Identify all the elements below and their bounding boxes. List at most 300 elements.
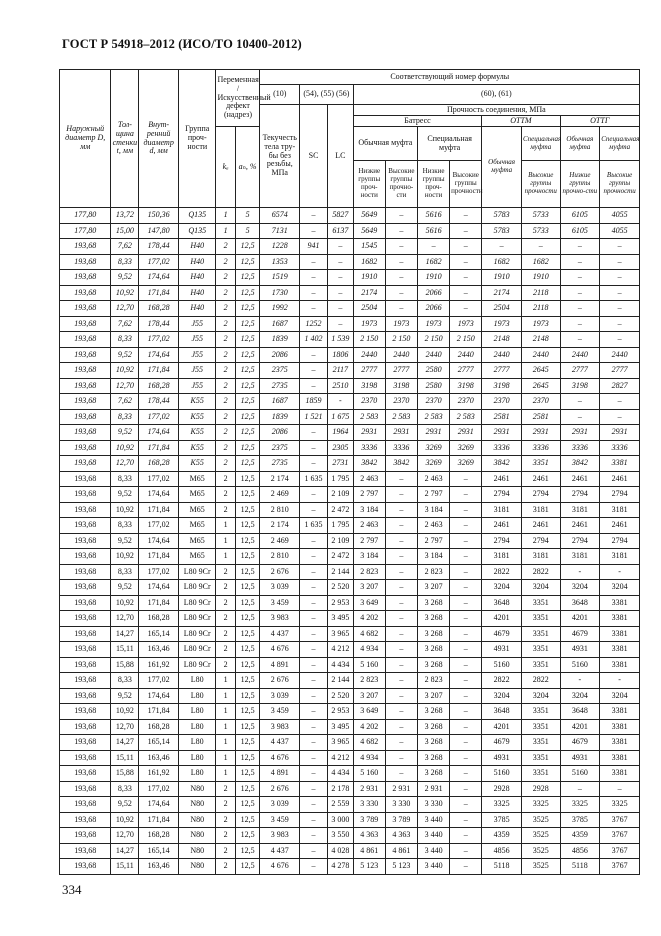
table-cell: 3 184: [353, 502, 385, 518]
table-cell: 2 931: [417, 781, 449, 797]
table-cell: 2461: [521, 471, 560, 487]
col-header-sc: SC: [300, 105, 328, 208]
table-cell: 3336: [521, 440, 560, 456]
table-body: [60, 208, 640, 875]
table-cell: 3842: [385, 456, 417, 472]
table-cell: 2580: [417, 363, 449, 379]
col-header-ottg-regular: Обычная муфта: [560, 127, 600, 161]
table-cell: –: [385, 719, 417, 735]
table-cell: 177,02: [139, 332, 179, 348]
table-cell: 1: [216, 208, 235, 224]
table-cell: 3336: [560, 440, 600, 456]
table-row: [60, 471, 640, 487]
table-cell: 2 109: [327, 487, 353, 503]
table-cell: 2: [216, 471, 235, 487]
table-cell: 3 268: [417, 595, 449, 611]
table-cell: –: [560, 239, 600, 255]
table-cell: 3381: [600, 766, 640, 782]
table-cell: 193,68: [60, 378, 111, 394]
table-cell: 3 268: [417, 611, 449, 627]
table-cell: 10,92: [111, 502, 139, 518]
table-cell: 3 789: [385, 812, 417, 828]
table-cell: 3181: [521, 549, 560, 565]
table-cell: L80: [178, 719, 216, 735]
table-cell: 2 676: [260, 673, 300, 689]
table-cell: 193,68: [60, 363, 111, 379]
table-cell: 2822: [521, 564, 560, 580]
table-cell: 1519: [260, 270, 300, 286]
table-cell: 3351: [521, 735, 560, 751]
table-cell: 5160: [560, 766, 600, 782]
table-cell: 3 000: [327, 812, 353, 828]
table-cell: 8,33: [111, 332, 139, 348]
table-cell: –: [450, 239, 482, 255]
table-cell: 3381: [600, 735, 640, 751]
table-cell: 3 440: [417, 812, 449, 828]
table-cell: 2 953: [327, 595, 353, 611]
table-cell: 193,68: [60, 828, 111, 844]
table-row: [60, 394, 640, 410]
table-cell: 8,33: [111, 673, 139, 689]
table-cell: 2777: [385, 363, 417, 379]
table-cell: –: [450, 797, 482, 813]
table-row: [60, 688, 640, 704]
table-cell: M65: [178, 533, 216, 549]
table-cell: 193,68: [60, 239, 111, 255]
table-cell: 2: [216, 270, 235, 286]
table-cell: 193,68: [60, 440, 111, 456]
table-cell: –: [450, 270, 482, 286]
table-cell: –: [450, 254, 482, 270]
table-cell: 2: [216, 642, 235, 658]
table-cell: 1973: [385, 316, 417, 332]
table-cell: 2 810: [260, 502, 300, 518]
table-cell: 2440: [521, 347, 560, 363]
table-cell: –: [560, 316, 600, 332]
table-cell: –: [600, 270, 640, 286]
table-cell: 2 559: [327, 797, 353, 813]
table-cell: 2645: [521, 363, 560, 379]
col-header-ottg: ОТТГ: [560, 116, 639, 127]
table-cell: 2822: [482, 673, 522, 689]
table-cell: –: [300, 254, 328, 270]
table-cell: L80 9Cr: [178, 642, 216, 658]
table-cell: 12,5: [235, 456, 260, 472]
table-cell: 12,5: [235, 425, 260, 441]
table-cell: 2 472: [327, 502, 353, 518]
table-cell: 2440: [353, 347, 385, 363]
table-cell: 10,92: [111, 440, 139, 456]
table-cell: –: [327, 254, 353, 270]
table-cell: –: [560, 301, 600, 317]
table-cell: 178,44: [139, 394, 179, 410]
table-cell: –: [385, 549, 417, 565]
table-cell: 1 795: [327, 471, 353, 487]
table-cell: 171,84: [139, 363, 179, 379]
table-cell: –: [385, 533, 417, 549]
table-row: [60, 285, 640, 301]
table-cell: 2777: [353, 363, 385, 379]
table-cell: –: [385, 208, 417, 224]
table-cell: 1: [216, 223, 235, 239]
table-cell: –: [385, 735, 417, 751]
table-cell: –: [385, 285, 417, 301]
table-row: [60, 580, 640, 596]
table-cell: M65: [178, 471, 216, 487]
col-header-low-grade-2: Низкие группы проч-ности: [417, 161, 449, 208]
table-cell: 4201: [560, 719, 600, 735]
table-cell: J55: [178, 363, 216, 379]
table-cell: –: [450, 688, 482, 704]
table-cell: 177,02: [139, 254, 179, 270]
table-cell: 3 550: [327, 828, 353, 844]
table-cell: 2931: [417, 425, 449, 441]
table-cell: 3 268: [417, 657, 449, 673]
table-cell: 2928: [521, 781, 560, 797]
table-cell: –: [417, 239, 449, 255]
table-cell: –: [300, 812, 328, 828]
table-cell: 3525: [521, 812, 560, 828]
table-cell: 2370: [482, 394, 522, 410]
table-cell: L80 9Cr: [178, 564, 216, 580]
table-cell: 2440: [482, 347, 522, 363]
table-row: [60, 735, 640, 751]
table-cell: 3 207: [417, 580, 449, 596]
col-header-ka-cell: kₐ: [216, 127, 235, 208]
table-cell: 8,33: [111, 564, 139, 580]
table-cell: 2 174: [260, 471, 300, 487]
table-cell: 3351: [521, 642, 560, 658]
table-cell: –: [385, 487, 417, 503]
table-cell: 3381: [600, 750, 640, 766]
table-cell: 1: [216, 688, 235, 704]
table-cell: -: [560, 673, 600, 689]
table-cell: 193,68: [60, 564, 111, 580]
table-cell: 3351: [521, 750, 560, 766]
table-cell: 3 440: [417, 859, 449, 875]
table-cell: 3525: [521, 828, 560, 844]
table-row: [60, 564, 640, 580]
table-cell: 8,33: [111, 471, 139, 487]
table-cell: –: [300, 301, 328, 317]
table-cell: 193,68: [60, 425, 111, 441]
table-cell: 2 174: [260, 518, 300, 534]
col-header-high-grade-1: Высокие группы прочно-сти: [385, 161, 417, 208]
table-cell: 3204: [600, 580, 640, 596]
table-cell: 150,36: [139, 208, 179, 224]
table-cell: 12,5: [235, 812, 260, 828]
table-cell: 15,88: [111, 657, 139, 673]
table-cell: 171,84: [139, 285, 179, 301]
table-cell: L80: [178, 766, 216, 782]
table-cell: 4 434: [327, 766, 353, 782]
table-cell: 1992: [260, 301, 300, 317]
table-cell: 3351: [521, 595, 560, 611]
table-cell: –: [300, 766, 328, 782]
table-cell: 2: [216, 316, 235, 332]
table-cell: 2440: [600, 347, 640, 363]
col-header-variable: Переменная /Искусственный дефект (надрез): [216, 70, 260, 127]
document-header: ГОСТ Р 54918–2012 (ИСО/ТО 10400-2012): [62, 37, 302, 51]
table-cell: –: [385, 750, 417, 766]
table-cell: 3204: [600, 688, 640, 704]
table-cell: 2 144: [327, 564, 353, 580]
table-row: [60, 657, 640, 673]
table-cell: 3 184: [417, 502, 449, 518]
table-cell: 4201: [560, 611, 600, 627]
table-cell: 1: [216, 549, 235, 565]
table-cell: 171,84: [139, 595, 179, 611]
table-cell: 2581: [482, 409, 522, 425]
table-cell: L80 9Cr: [178, 595, 216, 611]
table-cell: 2: [216, 487, 235, 503]
table-cell: 3 268: [417, 735, 449, 751]
table-cell: 12,70: [111, 378, 139, 394]
table-cell: 2510: [327, 378, 353, 394]
table-cell: 177,02: [139, 673, 179, 689]
table-cell: 3 039: [260, 688, 300, 704]
table-cell: 1 635: [300, 518, 328, 534]
table-cell: 1839: [260, 332, 300, 348]
table-cell: 14,27: [111, 626, 139, 642]
col-header-joint-strength: Прочность соединения, МПа: [353, 105, 639, 116]
table-cell: –: [600, 285, 640, 301]
table-cell: –: [300, 843, 328, 859]
table-cell: 2794: [600, 487, 640, 503]
table-cell: 1973: [482, 316, 522, 332]
table-cell: 1252: [300, 316, 328, 332]
table-cell: 3 184: [417, 549, 449, 565]
table-cell: 4 861: [353, 843, 385, 859]
col-header-an: aₙ, %: [235, 127, 260, 208]
table-cell: 2777: [482, 363, 522, 379]
table-cell: 8,33: [111, 254, 139, 270]
table-cell: 1: [216, 750, 235, 766]
table-cell: 2 472: [327, 549, 353, 565]
table-cell: 6105: [560, 223, 600, 239]
table-cell: 12,5: [235, 301, 260, 317]
table-cell: 5733: [521, 223, 560, 239]
table-cell: 2 797: [353, 487, 385, 503]
table-cell: H40: [178, 285, 216, 301]
table-cell: –: [300, 673, 328, 689]
table-cell: –: [300, 549, 328, 565]
table-cell: 193,68: [60, 688, 111, 704]
table-cell: 193,68: [60, 409, 111, 425]
table-cell: 2066: [417, 285, 449, 301]
table-row: [60, 766, 640, 782]
table-row: [60, 301, 640, 317]
table-cell: L80 9Cr: [178, 626, 216, 642]
table-cell: 2 583: [417, 409, 449, 425]
table-cell: 1964: [327, 425, 353, 441]
table-cell: 2 469: [260, 487, 300, 503]
table-cell: N80: [178, 812, 216, 828]
table-cell: 171,84: [139, 502, 179, 518]
table-cell: 2: [216, 456, 235, 472]
table-cell: 1859: [300, 394, 328, 410]
table-cell: 2 583: [450, 409, 482, 425]
table-cell: –: [450, 828, 482, 844]
table-cell: –: [560, 332, 600, 348]
table-cell: 2: [216, 363, 235, 379]
table-row: [60, 673, 640, 689]
table-cell: 1682: [482, 254, 522, 270]
col-header-high-grade-2: Высокие группы прочности: [450, 161, 482, 208]
table-cell: 168,28: [139, 719, 179, 735]
table-cell: 12,5: [235, 316, 260, 332]
table-cell: 12,5: [235, 487, 260, 503]
table-cell: 2 109: [327, 533, 353, 549]
table-cell: 12,5: [235, 719, 260, 735]
table-cell: 12,5: [235, 564, 260, 580]
table-cell: 4 434: [327, 657, 353, 673]
table-cell: -: [560, 564, 600, 580]
table-cell: 12,5: [235, 502, 260, 518]
table-row: [60, 781, 640, 797]
table-row: [60, 797, 640, 813]
table-cell: –: [450, 673, 482, 689]
table-cell: 2504: [482, 301, 522, 317]
table-cell: 4 682: [353, 626, 385, 642]
table-cell: 4 437: [260, 843, 300, 859]
table-cell: 4 278: [327, 859, 353, 875]
table-cell: 2461: [600, 471, 640, 487]
table-cell: 193,68: [60, 456, 111, 472]
table-cell: 4679: [482, 626, 522, 642]
table-cell: –: [450, 626, 482, 642]
table-cell: 163,46: [139, 859, 179, 875]
table-cell: 1: [216, 735, 235, 751]
table-cell: 2174: [482, 285, 522, 301]
table-cell: K55: [178, 456, 216, 472]
table-cell: 174,64: [139, 580, 179, 596]
table-cell: 5: [235, 208, 260, 224]
table-cell: 2 823: [417, 673, 449, 689]
table-cell: 2: [216, 797, 235, 813]
table-cell: 174,64: [139, 688, 179, 704]
table-cell: 12,5: [235, 642, 260, 658]
table-cell: 2794: [521, 533, 560, 549]
col-header-ottg-low: Низкие группы прочно-сти: [560, 161, 600, 208]
table-cell: 171,84: [139, 549, 179, 565]
table-cell: –: [385, 611, 417, 627]
table-cell: 163,46: [139, 642, 179, 658]
table-cell: 4856: [482, 843, 522, 859]
table-cell: –: [300, 688, 328, 704]
table-cell: 3 789: [353, 812, 385, 828]
table-cell: 5118: [482, 859, 522, 875]
table-cell: 2 150: [385, 332, 417, 348]
table-cell: M65: [178, 487, 216, 503]
table-cell: 3269: [417, 440, 449, 456]
table-cell: –: [560, 409, 600, 425]
table-cell: –: [450, 611, 482, 627]
table-cell: 2117: [327, 363, 353, 379]
table-row: [60, 502, 640, 518]
table-cell: 3204: [482, 580, 522, 596]
table-cell: -: [600, 564, 640, 580]
table-row: [60, 626, 640, 642]
table-cell: 2822: [482, 564, 522, 580]
table-cell: 3198: [450, 378, 482, 394]
table-cell: 3181: [482, 549, 522, 565]
table-cell: 3325: [482, 797, 522, 813]
table-cell: 2086: [260, 425, 300, 441]
table-cell: –: [385, 518, 417, 534]
table-cell: 12,5: [235, 533, 260, 549]
table-row: [60, 440, 640, 456]
table-cell: 5649: [353, 223, 385, 239]
table-cell: 2118: [521, 285, 560, 301]
table-cell: –: [450, 533, 482, 549]
table-cell: –: [300, 425, 328, 441]
table-cell: 12,5: [235, 332, 260, 348]
table-cell: 4679: [560, 626, 600, 642]
table-cell: 147,80: [139, 223, 179, 239]
table-cell: 3381: [600, 611, 640, 627]
table-cell: 2: [216, 347, 235, 363]
table-cell: 4 202: [353, 719, 385, 735]
table-cell: –: [450, 812, 482, 828]
table-row: [60, 611, 640, 627]
table-cell: –: [450, 502, 482, 518]
table-cell: 174,64: [139, 270, 179, 286]
table-cell: 2148: [521, 332, 560, 348]
table-cell: 4931: [560, 642, 600, 658]
table-cell: 193,68: [60, 549, 111, 565]
table-cell: 193,68: [60, 502, 111, 518]
table-cell: 7,62: [111, 239, 139, 255]
table-cell: 3204: [560, 580, 600, 596]
table-cell: 4 437: [260, 626, 300, 642]
table-cell: 12,5: [235, 549, 260, 565]
table-cell: 193,68: [60, 843, 111, 859]
table-cell: 177,02: [139, 564, 179, 580]
table-cell: 2794: [560, 533, 600, 549]
table-cell: 3767: [600, 843, 640, 859]
table-cell: 9,52: [111, 487, 139, 503]
table-cell: 1910: [417, 270, 449, 286]
table-cell: 193,68: [60, 270, 111, 286]
table-cell: 1973: [417, 316, 449, 332]
table-cell: 2 931: [353, 781, 385, 797]
table-cell: –: [300, 502, 328, 518]
table-cell: –: [450, 657, 482, 673]
table-cell: L80 9Cr: [178, 580, 216, 596]
table-cell: 1910: [482, 270, 522, 286]
table-cell: 2 797: [417, 487, 449, 503]
table-cell: 3648: [482, 704, 522, 720]
table-cell: 14,27: [111, 735, 139, 751]
table-cell: 12,5: [235, 766, 260, 782]
table-cell: –: [385, 564, 417, 580]
table-cell: 3325: [600, 797, 640, 813]
table-cell: 12,5: [235, 735, 260, 751]
table-cell: 4 363: [353, 828, 385, 844]
table-cell: –: [521, 239, 560, 255]
table-cell: 3 965: [327, 626, 353, 642]
table-cell: 193,68: [60, 611, 111, 627]
table-cell: 163,46: [139, 750, 179, 766]
table-row: [60, 828, 640, 844]
table-row: [60, 316, 640, 332]
table-cell: –: [450, 595, 482, 611]
table-cell: 177,02: [139, 518, 179, 534]
table-cell: 2440: [450, 347, 482, 363]
table-cell: 12,5: [235, 611, 260, 627]
table-cell: 12,5: [235, 580, 260, 596]
